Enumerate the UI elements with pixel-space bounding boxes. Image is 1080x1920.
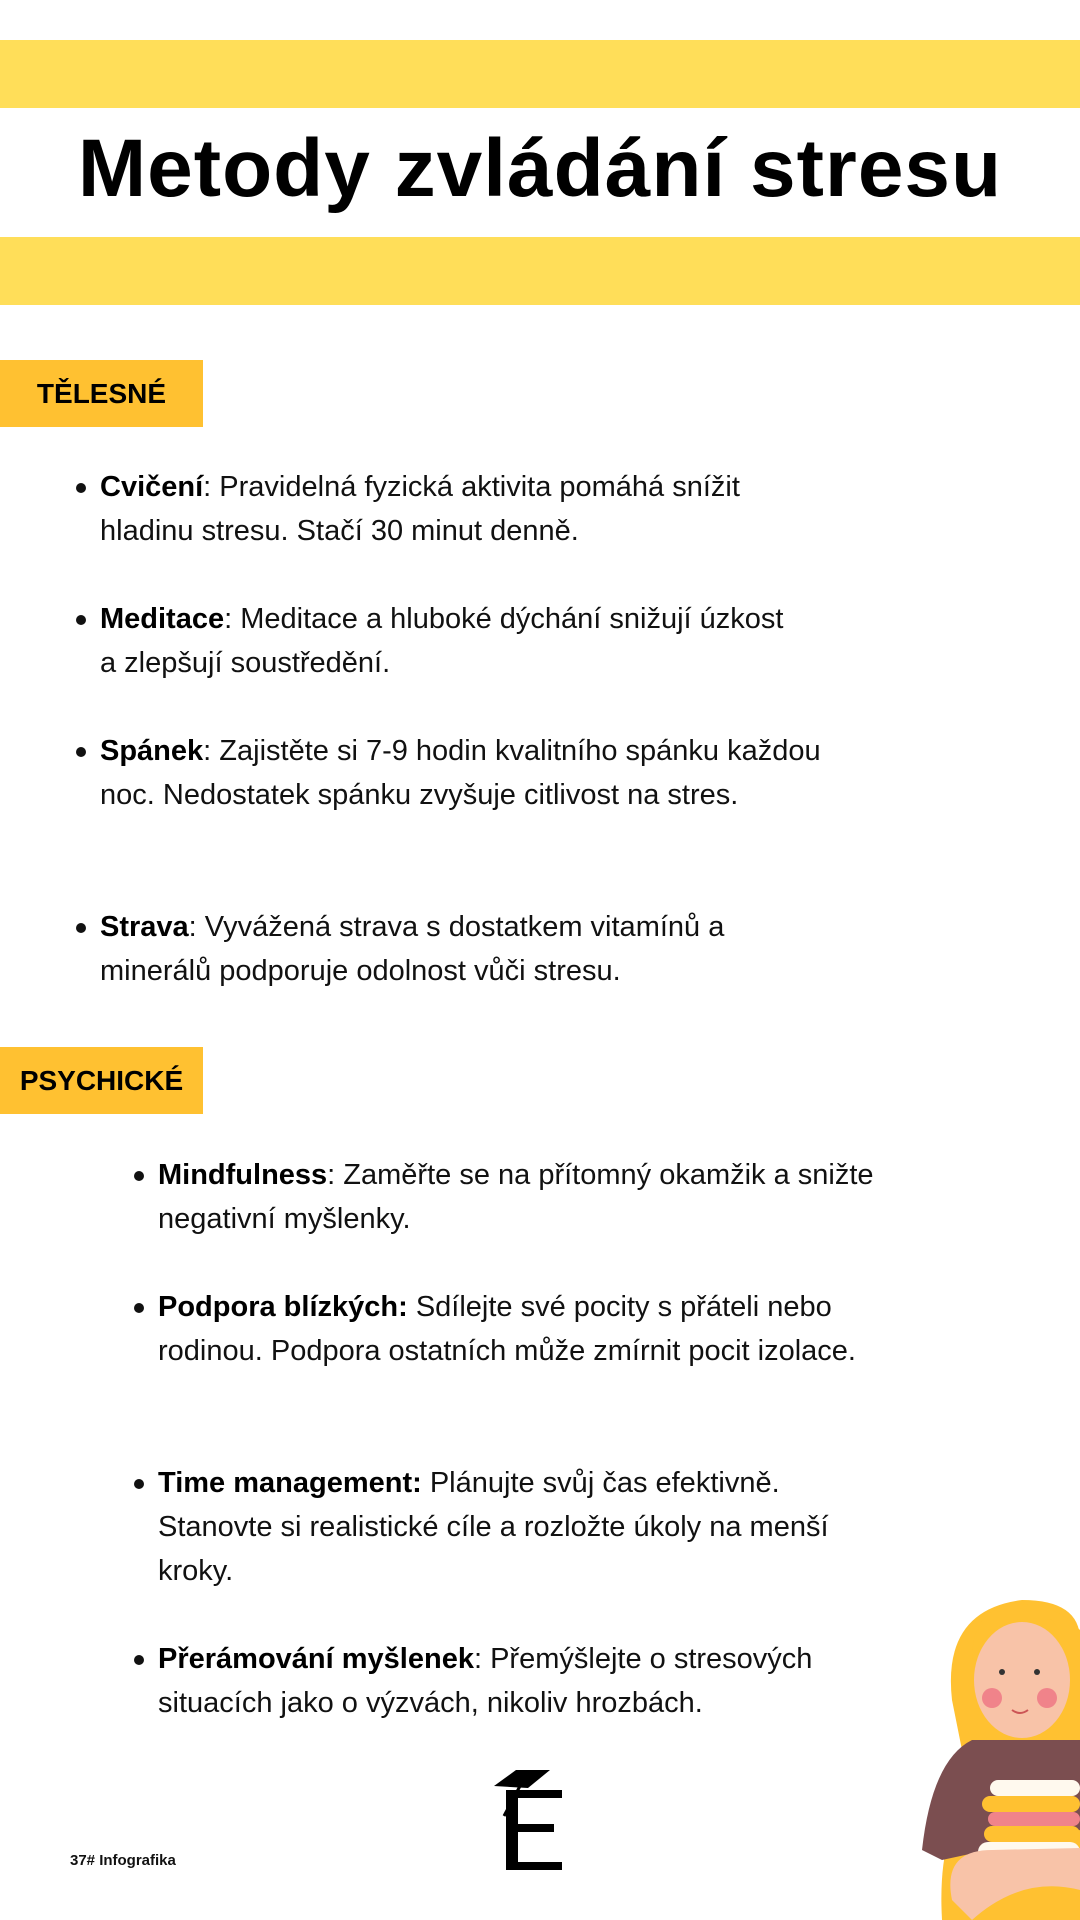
item-text: Přemýšlejte o stresových situacích jako o výzvách, nikoliv hrozbách. bbox=[158, 1643, 813, 1719]
item-term: Cvičení bbox=[100, 471, 204, 503]
list-item bbox=[158, 1461, 898, 1593]
top-band bbox=[0, 40, 1080, 108]
item-sep: : bbox=[203, 735, 220, 767]
list-item bbox=[158, 1637, 918, 1725]
item-term: Mindfulness bbox=[158, 1159, 328, 1191]
item-text: Plánujte svůj čas efektivně. Stanovte si realistické cíle a rozložte úkoly na menší kroky. bbox=[158, 1467, 829, 1587]
bottom-band bbox=[0, 237, 1080, 305]
item-text: Zajistěte si 7-9 hodin kvalitního spánku každou noc. Nedostatek spánku zvyšuje citlivost na stres. bbox=[100, 735, 821, 811]
section-label-psychicke: PSYCHICKÉ bbox=[0, 1047, 203, 1114]
item-term: Přerámování myšlenek bbox=[158, 1643, 474, 1675]
item-sep: : bbox=[327, 1159, 344, 1191]
item-term: Spánek bbox=[100, 735, 204, 767]
list-item bbox=[100, 597, 800, 685]
list-item bbox=[100, 905, 840, 993]
item-sep: : bbox=[224, 603, 241, 635]
item-sep: : bbox=[203, 471, 220, 503]
item-term: Podpora blízkých: bbox=[158, 1291, 408, 1323]
section-label-telesne: TĚLESNÉ bbox=[0, 360, 203, 427]
item-term: Meditace bbox=[100, 603, 225, 635]
footer-label: 37# Infografika bbox=[70, 1852, 176, 1869]
list-item bbox=[158, 1285, 878, 1373]
item-text: Vyvážená strava s dostatkem vitamínů a minerálů podporuje odolnost vůči stresu. bbox=[100, 911, 725, 987]
page-title: Metody zvládání stresu bbox=[77, 123, 1003, 214]
list-item bbox=[100, 729, 830, 817]
item-text: Sdílejte své pocity s přáteli nebo rodinou. Podpora ostatních může zmírnit pocit izolace. bbox=[158, 1291, 856, 1367]
list-item bbox=[158, 1153, 898, 1241]
item-sep: : bbox=[473, 1643, 491, 1675]
item-sep bbox=[408, 1291, 416, 1323]
item-text: Pravidelná fyzická aktivita pomáhá snížit hladinu stresu. Stačí 30 minut denně. bbox=[100, 471, 740, 547]
item-sep: : bbox=[188, 911, 205, 943]
logo-graduation-e-icon bbox=[494, 1768, 574, 1874]
item-sep bbox=[422, 1467, 430, 1499]
item-term: Time management: bbox=[158, 1467, 422, 1499]
girl-with-books-illustration bbox=[912, 1600, 1080, 1920]
item-text: Zaměřte se na přítomný okamžik a snižte negativní myšlenky. bbox=[158, 1159, 874, 1235]
item-text: Meditace a hluboké dýchání snižují úzkost a zlepšují soustředění. bbox=[100, 603, 784, 679]
item-term: Strava bbox=[100, 911, 189, 943]
list-item bbox=[100, 465, 840, 553]
